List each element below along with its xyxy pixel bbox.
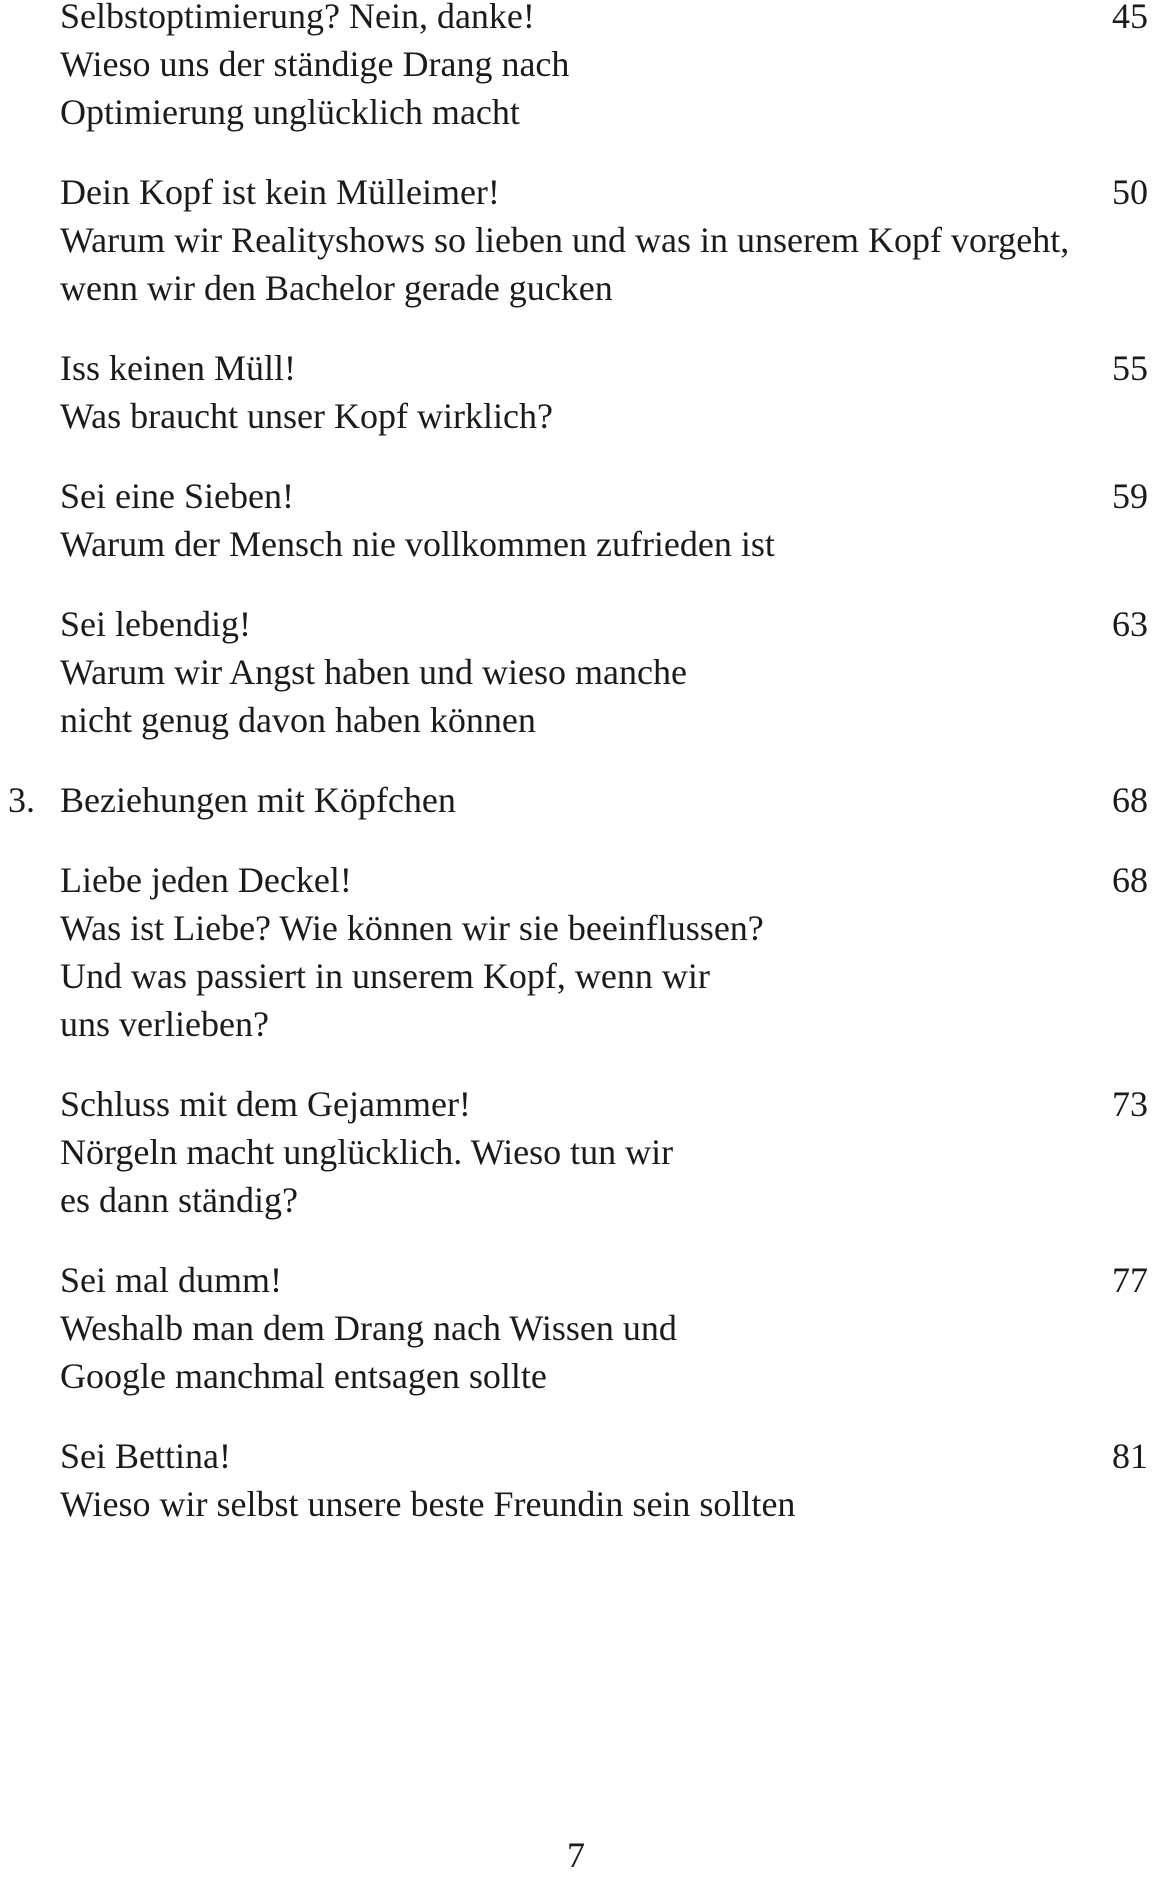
toc-subtitle-line: es dann ständig? bbox=[60, 1180, 298, 1220]
toc-subtitle-line: Wieso wir selbst unsere beste Freundin sein sollten bbox=[60, 1484, 796, 1524]
chapter-number: 3. bbox=[8, 780, 35, 820]
toc-title: Schluss mit dem Gejammer! bbox=[60, 1084, 471, 1124]
toc-subtitle-line: uns verlieben? bbox=[60, 1004, 269, 1044]
toc-title-line bbox=[60, 472, 1148, 520]
page-footer bbox=[0, 1831, 1152, 1879]
toc-page-number: 81 bbox=[1112, 1436, 1148, 1476]
toc-entry bbox=[60, 344, 1148, 440]
toc-title-line bbox=[60, 0, 1148, 40]
toc-entry bbox=[60, 856, 1148, 1048]
toc-title-line bbox=[60, 344, 1148, 392]
toc-title-line bbox=[60, 168, 1148, 216]
toc-title: Sei mal dumm! bbox=[60, 1260, 282, 1300]
toc-subtitle-line: Was ist Liebe? Wie können wir sie beeinflussen? bbox=[60, 908, 764, 948]
toc-subtitle-line: nicht genug davon haben können bbox=[60, 700, 536, 740]
toc-page-number: 73 bbox=[1112, 1084, 1148, 1124]
toc-title-line bbox=[60, 600, 1148, 648]
toc-entry bbox=[60, 472, 1148, 568]
toc-subtitle-line: Und was passiert in unserem Kopf, wenn wir bbox=[60, 956, 710, 996]
toc-subtitle-line: Nörgeln macht unglücklich. Wieso tun wir bbox=[60, 1132, 674, 1172]
toc-title-line bbox=[60, 1256, 1148, 1304]
toc-subtitle-line: Wieso uns der ständige Drang nach bbox=[60, 44, 570, 84]
toc-subtitle-line: Warum der Mensch nie vollkommen zufrieden ist bbox=[60, 524, 775, 564]
toc-chapter-row bbox=[8, 776, 1148, 824]
toc-page-number: 50 bbox=[1112, 172, 1148, 212]
toc-subtitle-line: Google manchmal entsagen sollte bbox=[60, 1356, 547, 1396]
toc-subtitle-line: Warum wir Angst haben und wieso manche bbox=[60, 652, 687, 692]
toc-page-number: 63 bbox=[1112, 604, 1148, 644]
toc-subtitle-line: Warum wir Realityshows so lieben und was in unserem Kopf vorgeht, bbox=[60, 220, 1070, 260]
toc-title-line bbox=[60, 1432, 1148, 1480]
toc-title: Sei lebendig! bbox=[60, 604, 251, 644]
toc-title: Dein Kopf ist kein Mülleimer! bbox=[60, 172, 500, 212]
toc-entry bbox=[60, 0, 1148, 136]
toc-page-number: 55 bbox=[1112, 348, 1148, 388]
toc-subtitle-line: wenn wir den Bachelor gerade gucken bbox=[60, 268, 613, 308]
toc-entry bbox=[60, 168, 1148, 312]
toc-title: Iss keinen Müll! bbox=[60, 348, 296, 388]
toc-title: Liebe jeden Deckel! bbox=[60, 860, 352, 900]
toc-entry bbox=[60, 600, 1148, 744]
toc-entry bbox=[60, 1432, 1148, 1528]
footer-page-number: 7 bbox=[567, 1835, 585, 1875]
toc-title: Selbstoptimierung? Nein, danke! bbox=[60, 0, 535, 36]
toc-title: Sei Bettina! bbox=[60, 1436, 231, 1476]
toc-title: Sei eine Sieben! bbox=[60, 476, 294, 516]
toc-title-line bbox=[60, 1080, 1148, 1128]
toc-page-number: 45 bbox=[1112, 0, 1148, 36]
toc-title-line bbox=[60, 856, 1148, 904]
toc-subtitle-line: Was braucht unser Kopf wirklich? bbox=[60, 396, 553, 436]
toc-page-number: 77 bbox=[1112, 1260, 1148, 1300]
toc-subtitle-line: Weshalb man dem Drang nach Wissen und bbox=[60, 1308, 677, 1348]
toc-page-number: 59 bbox=[1112, 476, 1148, 516]
toc-list bbox=[8, 0, 1148, 1560]
toc-subtitle-line: Optimierung unglücklich macht bbox=[60, 92, 520, 132]
toc-title-line bbox=[8, 776, 1148, 824]
toc-entry bbox=[60, 1080, 1148, 1224]
toc-page-number: 68 bbox=[1112, 780, 1148, 820]
toc-page-number: 68 bbox=[1112, 860, 1148, 900]
toc-entry bbox=[60, 1256, 1148, 1400]
toc-title: Beziehungen mit Köpfchen bbox=[60, 780, 456, 820]
